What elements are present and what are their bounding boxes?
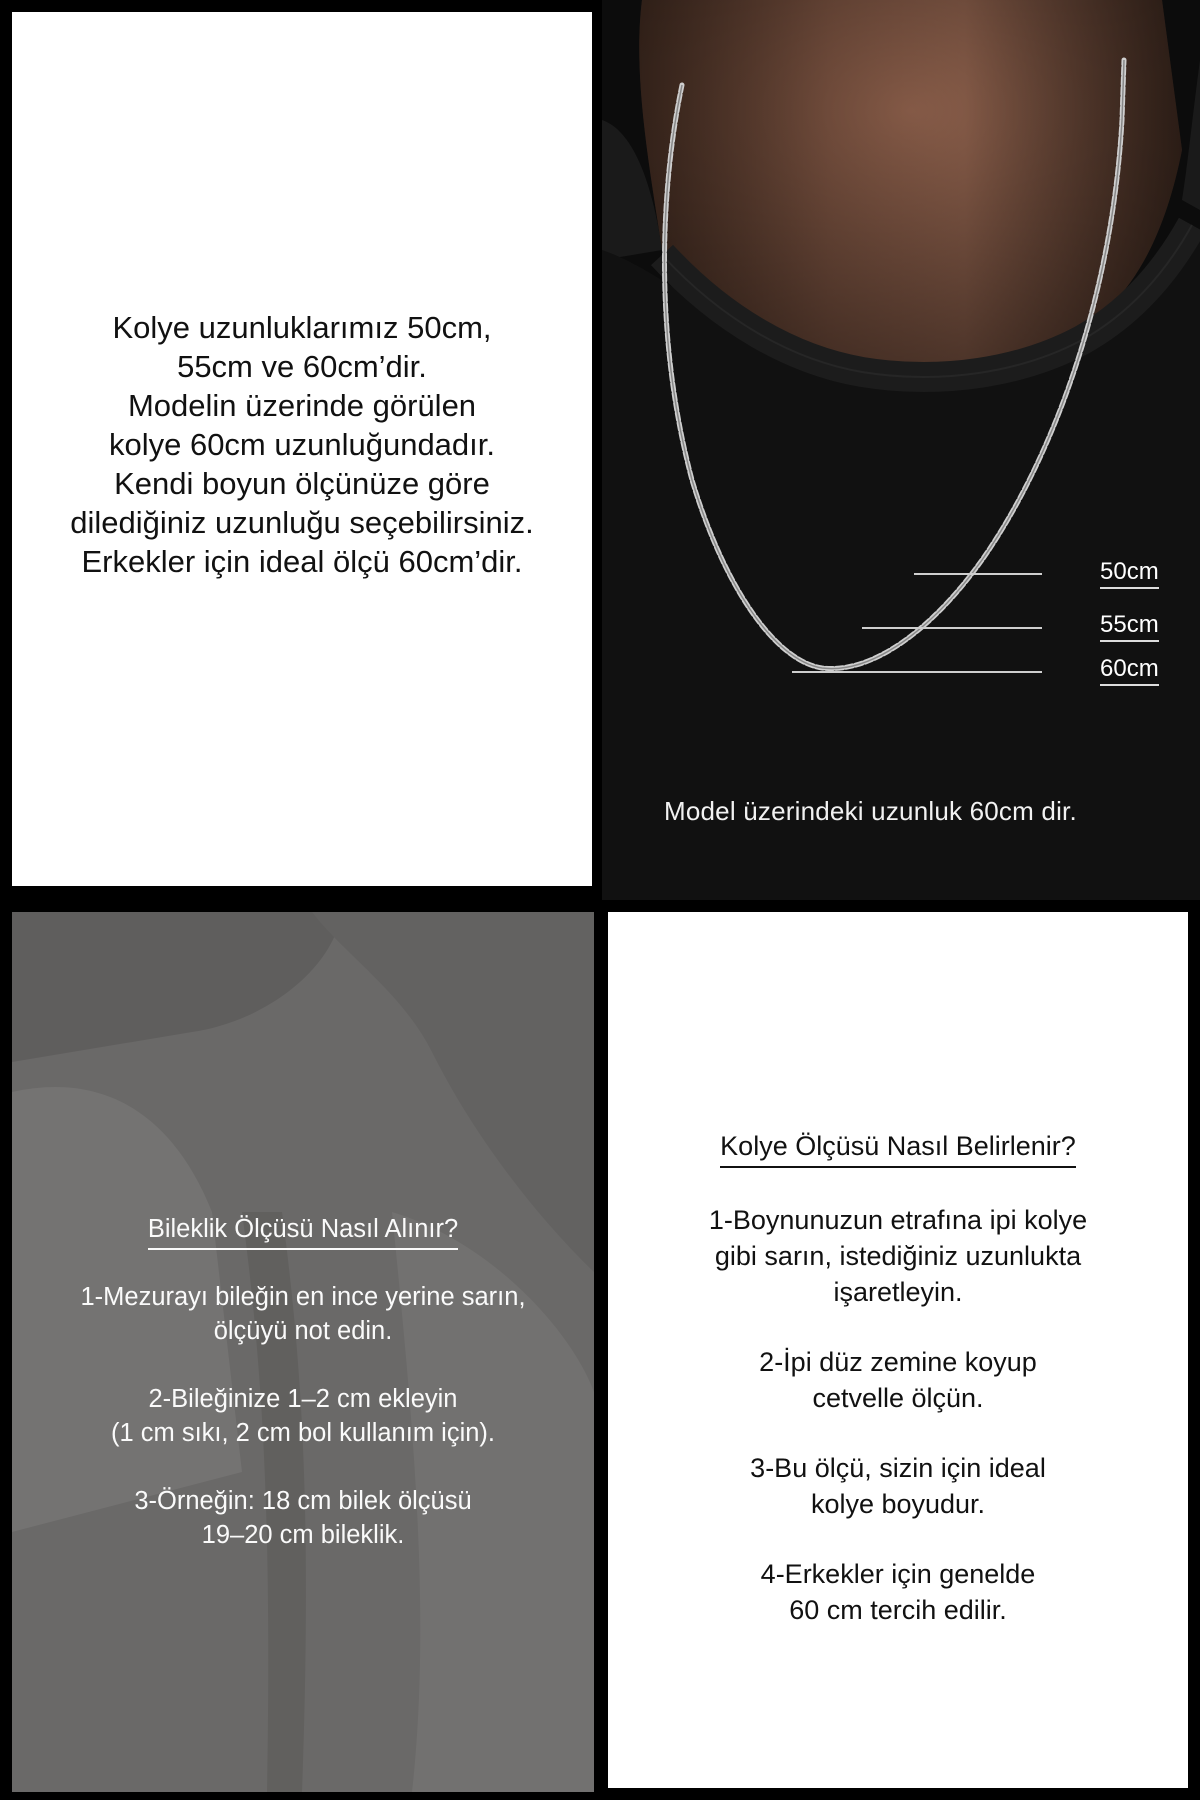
bracelet-guide-title: Bileklik Ölçüsü Nasıl Alınır?: [148, 1212, 458, 1250]
length-marker-50: [914, 573, 1042, 575]
necklace-step-3: 3-Bu ölçü, sizin için ideal kolye boyudur.: [750, 1453, 1046, 1519]
length-label-60: 60cm: [1100, 655, 1159, 686]
model-length-note: Model üzerindeki uzunluk 60cm dir.: [664, 796, 1077, 826]
intro-panel: [12, 12, 592, 886]
intro-line-1: Kolye uzunluklarımız 50cm,: [112, 310, 492, 345]
length-marker-55: [862, 627, 1042, 629]
bracelet-step-1: 1-Mezurayı bileğin en ince yerine sarın, ölçüyü not edin.: [80, 1283, 526, 1345]
bracelet-step-3: 3-Örneğin: 18 cm bilek ölçüsü 19–20 cm bileklik.: [134, 1487, 472, 1549]
intro-line-6: dilediğiniz uzunluğu seçebilirsiniz.: [70, 505, 534, 540]
intro-line-2: 55cm ve 60cm’dir.: [177, 349, 427, 384]
necklace-step-4: 4-Erkekler için genelde 60 cm tercih edilir.: [760, 1559, 1036, 1625]
intro-line-3: Modelin üzerinde görülen: [127, 388, 477, 423]
bracelet-guide-text: [12, 1212, 594, 1552]
model-photo-panel: [602, 0, 1200, 900]
necklace-guide-title: Kolye Ölçüsü Nasıl Belirlenir?: [720, 1128, 1076, 1168]
intro-line-4: kolye 60cm uzunluğundadır.: [108, 427, 496, 462]
necklace-step-2: 2-İpi düz zemine koyup cetvelle ölçün.: [759, 1347, 1037, 1413]
intro-line-5: Kendi boyun ölçünüze göre: [114, 466, 490, 501]
intro-text: [12, 308, 592, 581]
model-neck-image: [602, 0, 1200, 900]
intro-line-7: Erkekler için ideal ölçü 60cm’dir.: [81, 544, 523, 579]
length-label-50: 50cm: [1100, 558, 1159, 589]
bracelet-guide-panel: [12, 912, 594, 1792]
length-label-55: 55cm: [1100, 611, 1159, 642]
necklace-step-1: 1-Boynunuzun etrafına ipi kolye gibi sarın, istediğiniz uzunlukta işaretleyin.: [708, 1205, 1088, 1307]
necklace-guide-panel: [608, 912, 1188, 1788]
necklace-guide-text: [608, 1128, 1188, 1628]
length-marker-60: [792, 671, 1042, 673]
bracelet-step-2: 2-Bileğinize 1–2 cm ekleyin (1 cm sıkı, 2 cm bol kullanım için).: [110, 1385, 495, 1447]
